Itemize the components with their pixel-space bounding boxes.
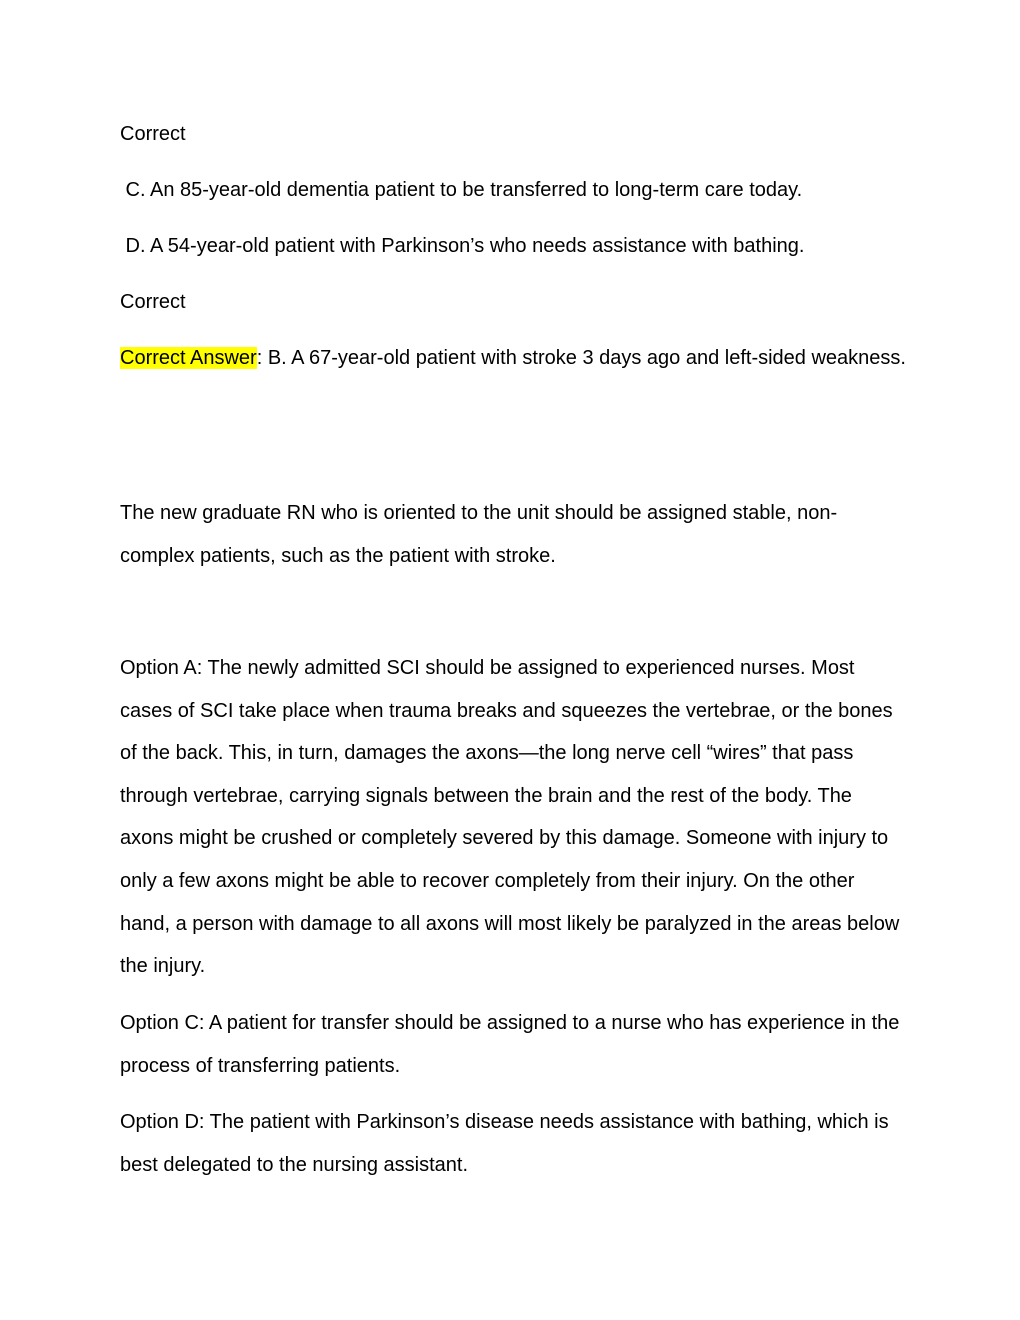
- option-c-line: C. An 85-year-old dementia patient to be transferred to long-term care today.: [120, 179, 803, 201]
- rationale-option-c: Option C: A patient for transfer should be assigned to a nurse who has experience in the process of transferring patients.: [120, 1012, 900, 1077]
- rationale-option-a: Option A: The newly admitted SCI should be assigned to experienced nurses. Most cases of SCI take place when trauma breaks and squeezes the vertebrae, or the bones of the back. This, in turn, damages the axons—the long nerve cell “wires” that pass through vertebrae, carrying signals between the brain and the rest of the body. The axons might be crushed or completely severed by this damage. Someone with injury to only a few axons might be able to recover completely from their injury. On the other hand, a person with damage to all axons will most likely be paralyzed in the areas below the injury.: [120, 657, 900, 978]
- correct-answer-paragraph: [120, 337, 910, 380]
- correct-label: Correct: [120, 123, 186, 145]
- option-d-line: D. A 54-year-old patient with Parkinson’s who needs assistance with bathing.: [120, 235, 805, 257]
- correct-label: Correct: [120, 291, 186, 313]
- correct-answer-label: Correct Answer: [120, 347, 257, 369]
- rationale-intro: The new graduate RN who is oriented to the unit should be assigned stable, non-complex patients, such as the patient with stroke.: [120, 502, 838, 567]
- correct-answer-text: : B. A 67-year-old patient with stroke 3 days ago and left-sided weakness.: [256, 347, 906, 369]
- rationale-option-d: Option D: The patient with Parkinson’s disease needs assistance with bathing, which is best delegated to the nursing assistant.: [120, 1111, 889, 1176]
